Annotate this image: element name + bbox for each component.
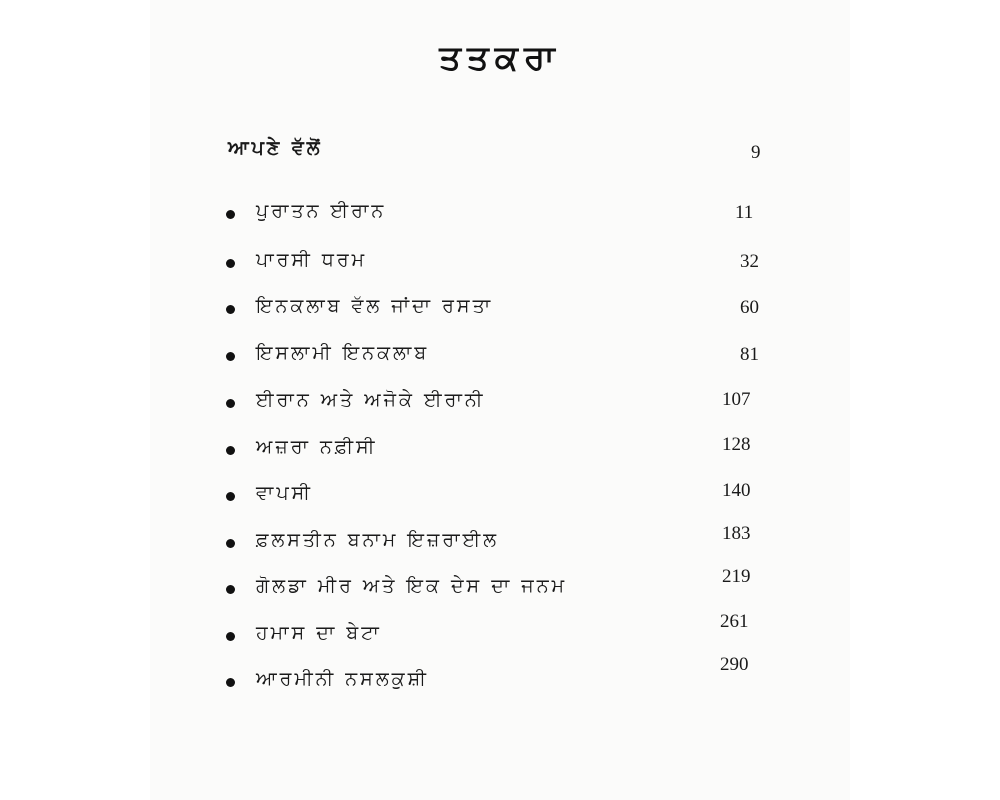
toc-entry-page-number: 261 bbox=[720, 611, 749, 632]
toc-entry-page-number: 290 bbox=[720, 654, 749, 675]
toc-entry-page-number: 183 bbox=[722, 523, 751, 544]
toc-entry-page-number: 107 bbox=[722, 389, 751, 410]
toc-entry bbox=[226, 566, 786, 605]
toc-intro-title: ਆਪਣੇ ਵੱਲੋਂ bbox=[228, 137, 323, 159]
toc-entry bbox=[226, 389, 786, 419]
toc-entry-title: ਈਰਾਨ ਅਤੇ ਅਜੋਕੇ ਈਰਾਨੀ bbox=[256, 389, 486, 411]
toc-entry-page-number: 11 bbox=[735, 202, 754, 223]
toc-entry-title: ਪੁਰਾਤਨ ਈਰਾਨ bbox=[256, 200, 387, 222]
toc-entry-title: ਵਾਪਸੀ bbox=[256, 482, 313, 504]
toc-entry-page-number: 140 bbox=[722, 480, 751, 501]
toc-entry-page-number: 219 bbox=[722, 566, 751, 587]
toc-entry bbox=[226, 249, 786, 279]
bullet-icon bbox=[226, 539, 235, 548]
toc-entry-title: ਆਰਮੀਨੀ ਨਸਲਕੁਸ਼ੀ bbox=[256, 668, 430, 690]
toc-intro-page-number: 9 bbox=[751, 142, 761, 163]
toc-entry-page-number: 128 bbox=[722, 434, 751, 455]
toc-entry-title: ਫ਼ਲਸਤੀਨ ਬਨਾਮ ਇਜ਼ਰਾਈਲ bbox=[256, 529, 500, 551]
toc-entry-title: ਗੋਲਡਾ ਮੀਰ ਅਤੇ ਇਕ ਦੇਸ ਦਾ ਜਨਮ bbox=[256, 575, 568, 597]
bullet-icon bbox=[226, 632, 235, 641]
toc-entry bbox=[226, 654, 786, 698]
toc-entry-title: ਅਜ਼ਰਾ ਨਫ਼ੀਸੀ bbox=[256, 436, 378, 458]
toc-entry-title: ਇਸਲਾਮੀ ਇਨਕਲਾਬ bbox=[256, 342, 430, 364]
toc-entry-title: ਇਨਕਲਾਬ ਵੱਲ ਜਾਂਦਾ ਰਸਤਾ bbox=[256, 295, 494, 317]
page-title: ਤਤਕਰਾ bbox=[439, 38, 561, 78]
toc-entry-page-number: 32 bbox=[740, 251, 759, 272]
bullet-icon bbox=[226, 352, 235, 361]
toc-entry bbox=[226, 436, 786, 466]
toc-entry bbox=[226, 200, 786, 230]
toc-entry bbox=[226, 611, 786, 652]
bullet-icon bbox=[226, 585, 235, 594]
bullet-icon bbox=[226, 492, 235, 501]
bullet-icon bbox=[226, 678, 235, 687]
bullet-icon bbox=[226, 305, 235, 314]
toc-entry bbox=[226, 295, 786, 325]
toc-entry-page-number: 60 bbox=[740, 297, 759, 318]
bullet-icon bbox=[226, 259, 235, 268]
toc-entry-title: ਪਾਰਸੀ ਧਰਮ bbox=[256, 249, 368, 271]
toc-entry-page-number: 81 bbox=[740, 344, 759, 365]
toc-entry-title: ਹਮਾਸ ਦਾ ਬੇਟਾ bbox=[256, 622, 382, 644]
toc-entry bbox=[226, 342, 786, 372]
bullet-icon bbox=[226, 399, 235, 408]
bullet-icon bbox=[226, 210, 235, 219]
toc-entry bbox=[226, 523, 786, 559]
bullet-icon bbox=[226, 446, 235, 455]
toc-entry bbox=[226, 482, 786, 512]
